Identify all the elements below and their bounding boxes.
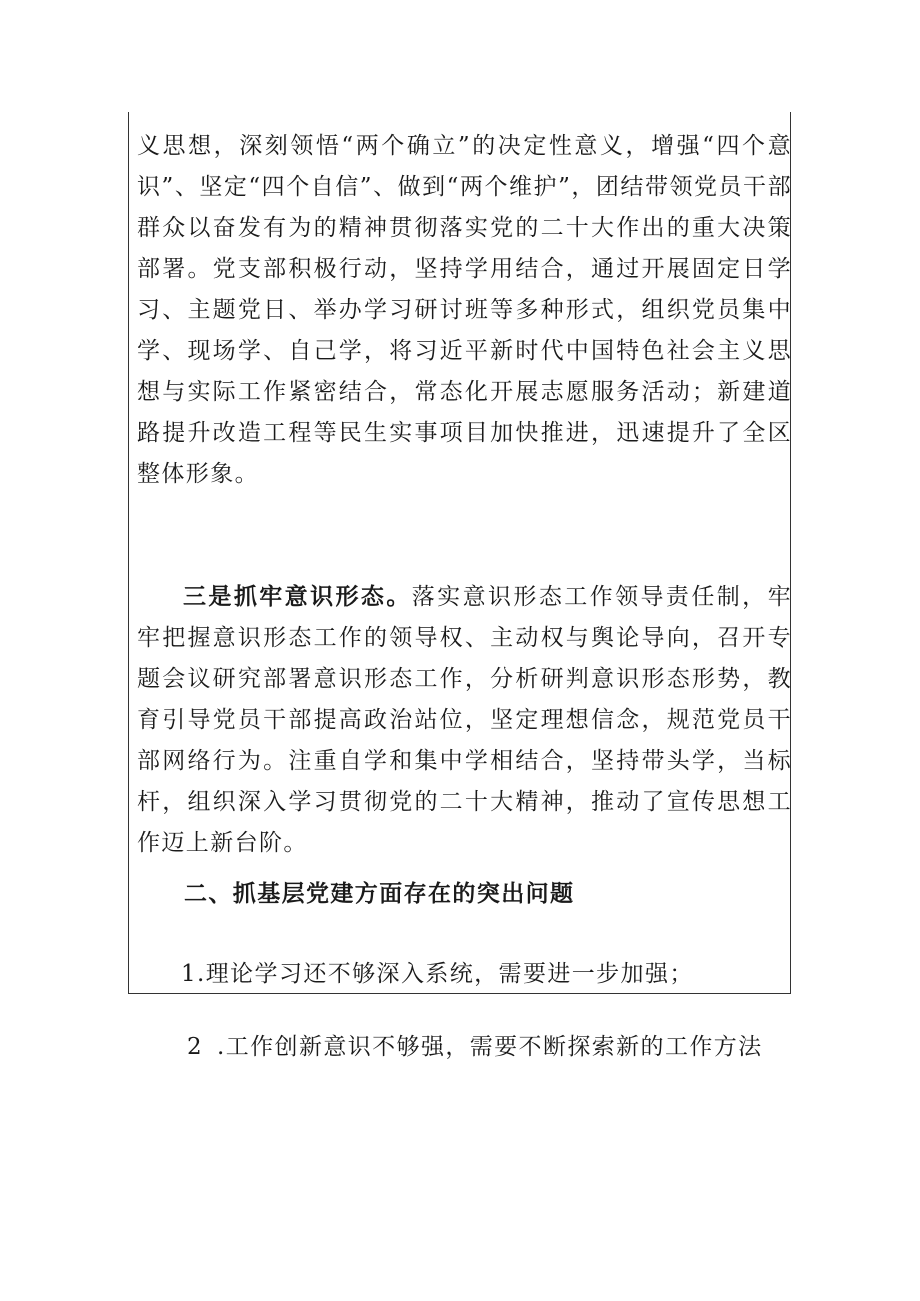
problem-item-1 xyxy=(181,954,694,995)
problem-item-1-text: .理论学习还不够深入系统，需要进一步加强； xyxy=(197,961,694,987)
paragraph-continued: 义思想，深刻领悟“两个确立”的决定性意义，增强“四个意识”、坚定“四个自信”、做到“两个维护”，团结带领党员干部群众以奋发有为的精神贯彻落实党的二十大作出的重大决策部署。党支部积极行动，坚持学用结合，通过开展固定日学习、主题党日、举办学习研讨班等多种形式，组织党员集中学、现场学、自己学，将习近平新时代中国特色社会主义思想与实际工作紧密结合，常态化开展志愿服务活动；新建道路提升改造工程等民生实事项目加快推进，迅速提升了全区整体形象。 xyxy=(137,133,792,487)
problem-item-2-text: .工作创新意识不够强，需要不断探索新的工作方法 xyxy=(217,1034,763,1060)
problem-item-1-number: 1 xyxy=(181,961,198,987)
heading-problems: 二、抓基层党建方面存在的突出问题 xyxy=(184,880,575,907)
problem-item-2-number: 2 xyxy=(187,1034,204,1060)
problem-item-2 xyxy=(187,1027,763,1068)
section-three-lead: 三是抓牢意识形态。 xyxy=(183,583,412,610)
section-three-body: 落实意识形态工作领导责任制，牢牢把握意识形态工作的领导权、主动权与舆论导向，召开专题会议研究部署意识形态工作，分析研判意识形态形势，教育引导党员干部提高政治站位，坚定理想信念，规范党员干部网络行为。注重自学和集中学相结合，坚持带头学，当标杆，组织深入学习贯彻党的二十大精神，推动了宣传思想工作迈上新台阶。 xyxy=(137,584,793,856)
paragraph-section-three xyxy=(137,576,792,864)
